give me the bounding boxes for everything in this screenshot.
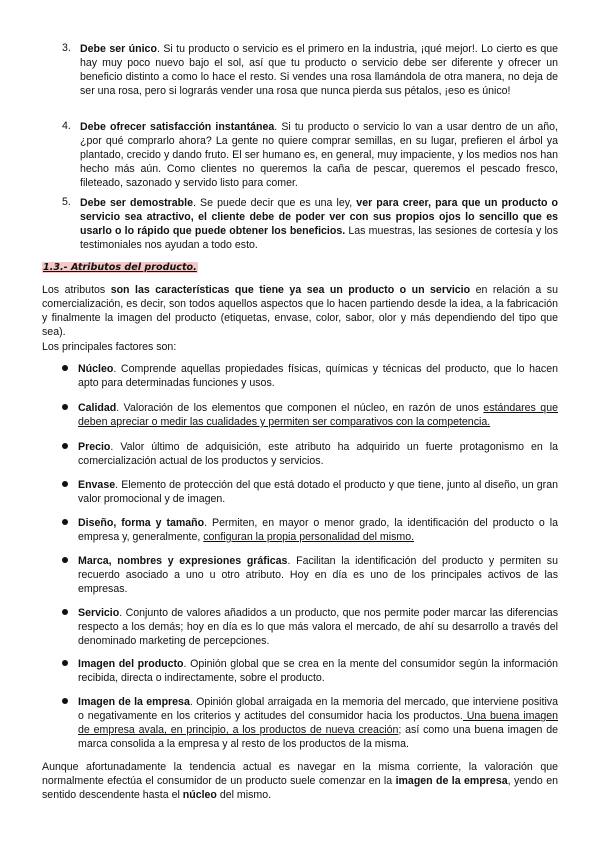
list-item [62,440,558,468]
item-text: . Si tu producto o servicio es el primero en la industria, ¡qué mejor!. Lo cierto es que hay muy poco nuevo bajo el sol, así que tu producto o servicio debe ser diferente y ofrecer un beneficio distinto a como lo hace el resto. Si vendes una rosa llamándola de otra manera, no deja de ser una rosa, pero si lograrás vender una rosa que nunca pierda sus pétalos, ¡eso es único! [80,43,559,97]
closing-bold-1: imagen de la empresa [395,775,508,787]
bullet-dot [62,660,68,666]
bullet-text: . Conjunto de valores añadidos a un producto, que nos permite poder marcar las diferencias respecto a los demás; hoy en día es lo que más valora el mercado, de ahí su desarrollo a través del denominado marketing de percepciones. [78,607,558,647]
bullet-dot [62,557,68,563]
list-item [62,478,558,506]
bullet-text: . Valor último de adquisición, este atributo ha adquirido un fuerte protagonismo en la comercialización actual de los productos y servicios. [78,441,558,467]
item-text-end: Las muestras, las sesiones de cortesía y los testimoniales nos ayudan a todo esto. [80,225,558,251]
item-text: . Se puede decir que es una ley, [193,197,357,209]
item-number: 4. [62,120,71,132]
item-paragraph [80,120,558,190]
item-title: Debe ofrecer satisfacción instantánea [80,121,275,133]
bullet-title: Marca, nombres y expresiones gráficas [78,555,288,567]
bullet-text: . Facilitan la identificación del producto y permiten su recuerdo asociado a uno u otro atributo. Hoy en día es uno de los principales activos de las empresas. [78,555,558,595]
section-heading: 1.3.- Atributos del producto. [43,262,197,273]
intro-paragraph [42,283,558,339]
factors-intro [42,340,558,354]
bullet-title: Servicio [78,607,120,619]
bullet-text: . Elemento de protección del que está dotado el producto y que tiene, junto al diseño, un gran valor promocional y de imagen. [78,479,558,505]
item-number: 3. [62,42,71,54]
bullet-text: . Opinión global arraigada en la memoria del mercado, que interviene positiva o negativamente en los criterios y actitudes del consumidor hacia los productos. [78,696,558,722]
bullet-dot [62,481,68,487]
bullet-title: Imagen del producto [78,658,184,670]
closing-paragraph [42,760,558,802]
bullet-title: Envase [78,479,116,491]
bullet-dot [62,404,68,410]
list-item [62,606,558,648]
bullet-dot [62,365,68,371]
factors-intro-text: Los principales factores son: [42,341,177,353]
intro-suffix: en relación a su comercialización, es decir, son todos aquellos aspectos que lo hacen partiendo desde la idea, a la fabricación y finalmente la imagen del producto (etiquetas, envase, color, sabor, olor y más dependiendo del tipo que sea). [42,284,558,338]
list-item [62,657,558,685]
list-item [62,554,558,596]
list-item [62,401,558,429]
numbered-item-4 [62,120,558,190]
bullet-text: . Valoración de los elementos que componen el núcleo, en razón de unos [116,402,484,414]
item-paragraph [80,42,558,98]
bullet-underlined: Una buena imagen de empresa avala, en principio, a los productos de nueva creación [78,710,559,736]
list-item [62,516,558,544]
item-text: . Si tu producto o servicio lo van a usar dentro de un año, ¿por qué comprarlo ahora? La gente no quiere comprar semillas, en su lugar, prefieren el árbol ya plantado, crecido y dando fruto. El ser humano es, en general, muy impaciente, y los medios nos han hecho más aún. Como clientes no queremos la caña de pescar, queremos el pescado fresco, fileteado, sazonado y servido listo para comer. [80,121,558,189]
numbered-item-3 [62,42,558,98]
closing-bold-2: núcleo [182,789,217,801]
bullet-underlined: estándares que deben apreciar o medir las cualidades y permiten ser comparativos con la competencia. [78,402,558,428]
bullet-text: . Opinión global que se crea en la mente del consumidor según la información recibida, directa o indirectamente, sobre el producto. [78,658,558,684]
list-item [62,695,558,751]
item-title: Debe ser demostrable [80,197,193,209]
bullet-text: . Permiten, en mayor o menor grado, la identificación del producto o la empresa y, generalmente, [78,517,558,543]
closing-middle: , yendo en sentido descendente hasta el [42,775,558,801]
bullet-title: Calidad [78,402,117,414]
list-item [62,362,558,390]
closing-suffix: del mismo. [216,789,272,801]
bullet-after: ; así como una buena imagen de marca consolida a la empresa y al resto de los productos de la misma. [78,724,559,750]
bullet-dot [62,519,68,525]
bullet-title: Imagen de la empresa [78,696,190,708]
bullet-underlined: configuran la propia personalidad del mismo. [203,531,415,543]
item-title: Debe ser único [80,43,157,55]
intro-prefix: Los atributos [42,284,111,296]
numbered-item-5 [62,196,558,252]
bullet-dot [62,698,68,704]
item-bold-text: ver para creer, para que un producto o servicio sea atractivo, el cliente debe de poder ver con sus propios ojos lo sencillo que es usarlo o lo rápido que puede obtener los beneficios. [80,197,559,237]
bullet-dot [62,609,68,615]
bullet-title: Núcleo [78,363,114,375]
item-paragraph [80,196,558,252]
intro-bold: son las características que tiene ya sea un producto o un servicio [110,284,471,296]
bullet-title: Precio [78,441,111,453]
bullet-dot [62,443,68,449]
closing-prefix: Aunque afortunadamente la tendencia actual es navegar en la misma corriente, la valoración que normalmente efectúa el consumidor de un producto suele comenzar en la [42,761,558,787]
bullet-title: Diseño, forma y tamaño [78,517,205,529]
bullet-text: . Comprende aquellas propiedades físicas, químicas y técnicas del producto, que lo hacen apto para determinadas funciones y usos. [78,363,558,389]
item-number: 5. [62,196,71,208]
